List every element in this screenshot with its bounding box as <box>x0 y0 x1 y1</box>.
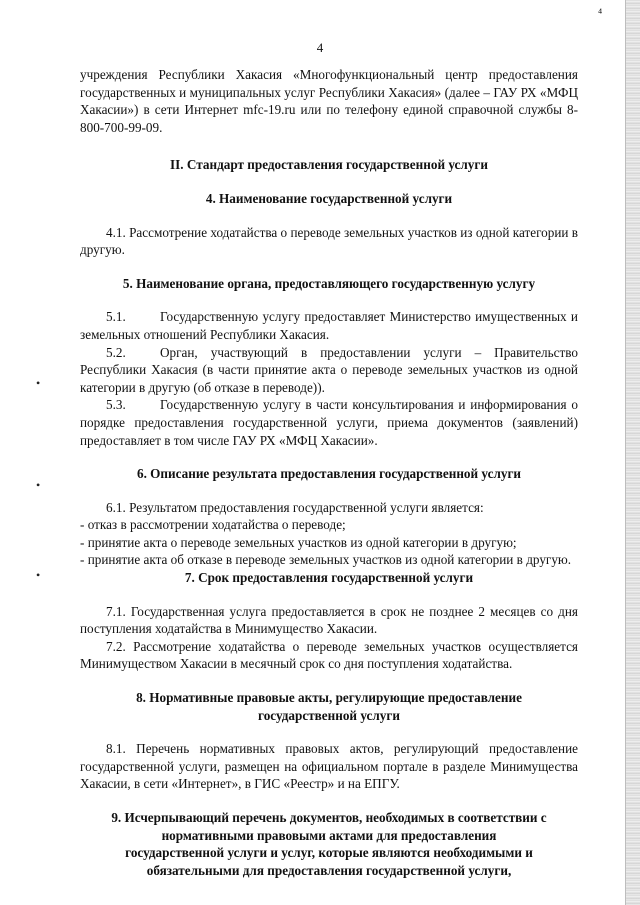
subsection-5-heading: 5. Наименование органа, предоставляющего государственную услугу <box>122 275 536 291</box>
page-number: 4 <box>316 40 324 55</box>
paragraph-5-2 <box>80 344 578 397</box>
paragraph-4-1: 4.1. Рассмотрение ходатайства о переводе земельных участков из одной категории в другую. <box>80 224 578 258</box>
subsection-8-heading-line2: государственной услуги <box>258 707 400 723</box>
paragraph-text: Орган, участвующий в предоставлении услуги – Правительство Республики Хакасия (в части принятие акта о переводе земельных участков из одной категории в другую (об отказе в переводе)). <box>80 344 578 395</box>
subsection-7-heading: 7. Срок предоставления государственной услуги <box>184 570 474 586</box>
subsection-6-heading: 6. Описание результата предоставления государственной услуги <box>136 466 522 482</box>
subsection-9-heading-line3: государственной услуги и услуг, которые являются необходимыми и <box>125 845 533 861</box>
document-body <box>80 66 578 879</box>
paragraph-number: 5.2. <box>106 344 126 360</box>
paragraph-6-1: 6.1. Результатом предоставления государственной услуги является: <box>106 499 484 515</box>
paragraph-5-1 <box>80 308 578 343</box>
paragraph-number: 5.1. <box>106 309 126 325</box>
paragraph-8-1: 8.1. Перечень нормативных правовых актов, регулирующий предоставление государственной услуги, размещен на официальном портале в разделе Минимущества Хакасии, в сети «Интернет», в ГИС «Реестр» и на ЕПГУ. <box>80 741 578 792</box>
paragraph-text: Государственную услугу предоставляет Министерство имущественных и земельных отношений Республики Хакасия. <box>80 309 578 342</box>
subsection-9-heading-line2: нормативными правовыми актами для предоставления <box>161 827 497 843</box>
paragraph-text: Государственную услугу в части консультирования и информирования о порядке предоставления государственной услуги, приема документов (заявлений) предоставляет в том числе ГАУ РХ «МФЦ Хакасии». <box>80 397 578 448</box>
paragraph-7-1: 7.1. Государственная услуга предоставляется в срок не позднее 2 месяцев со дня поступления ходатайства в Минимущество Хакасии. <box>80 603 578 637</box>
intro-paragraph: учреждения Республики Хакасия «Многофункциональный центр предоставления государственных и муниципальных услуг Республики Хакасия» (далее – ГАУ РХ «МФЦ Хакасии») в сети Интернет mfc-19.ru или по телефону единой справочной службы 8-800-700-99-09. <box>80 67 578 135</box>
margin-dot: • <box>36 568 41 582</box>
corner-mark: ⁴ <box>598 6 603 20</box>
paragraph-5-3 <box>80 396 578 449</box>
paragraph-7-2: 7.2. Рассмотрение ходатайства о переводе земельных участков осуществляется Минимуществом Хакасии в месячный срок со дня поступления ходатайства. <box>80 638 578 672</box>
scan-edge-line <box>625 0 626 905</box>
subsection-8-heading-line1: 8. Нормативные правовые акты, регулирующие предоставление <box>136 690 522 706</box>
paragraph-number: 5.3. <box>106 397 126 413</box>
margin-dot: • <box>36 376 41 390</box>
subsection-9-heading-line1: 9. Исчерпывающий перечень документов, необходимых в соответствии с <box>111 810 547 825</box>
subsection-4-heading: 4. Наименование государственной услуги <box>205 190 453 206</box>
list-item: - принятие акта о переводе земельных участков из одной категории в другую; <box>80 534 517 550</box>
list-item: - отказ в рассмотрении ходатайства о переводе; <box>80 517 346 533</box>
list-item: - принятие акта об отказе в переводе земельных участков из одной категории в другую. <box>80 552 572 568</box>
section-heading: II. Стандарт предоставления государственной услуги <box>170 157 488 173</box>
scan-edge <box>626 0 640 905</box>
subsection-9-heading-line4: обязательными для предоставления государственной услуги, <box>146 862 512 878</box>
margin-dot: • <box>36 478 41 492</box>
